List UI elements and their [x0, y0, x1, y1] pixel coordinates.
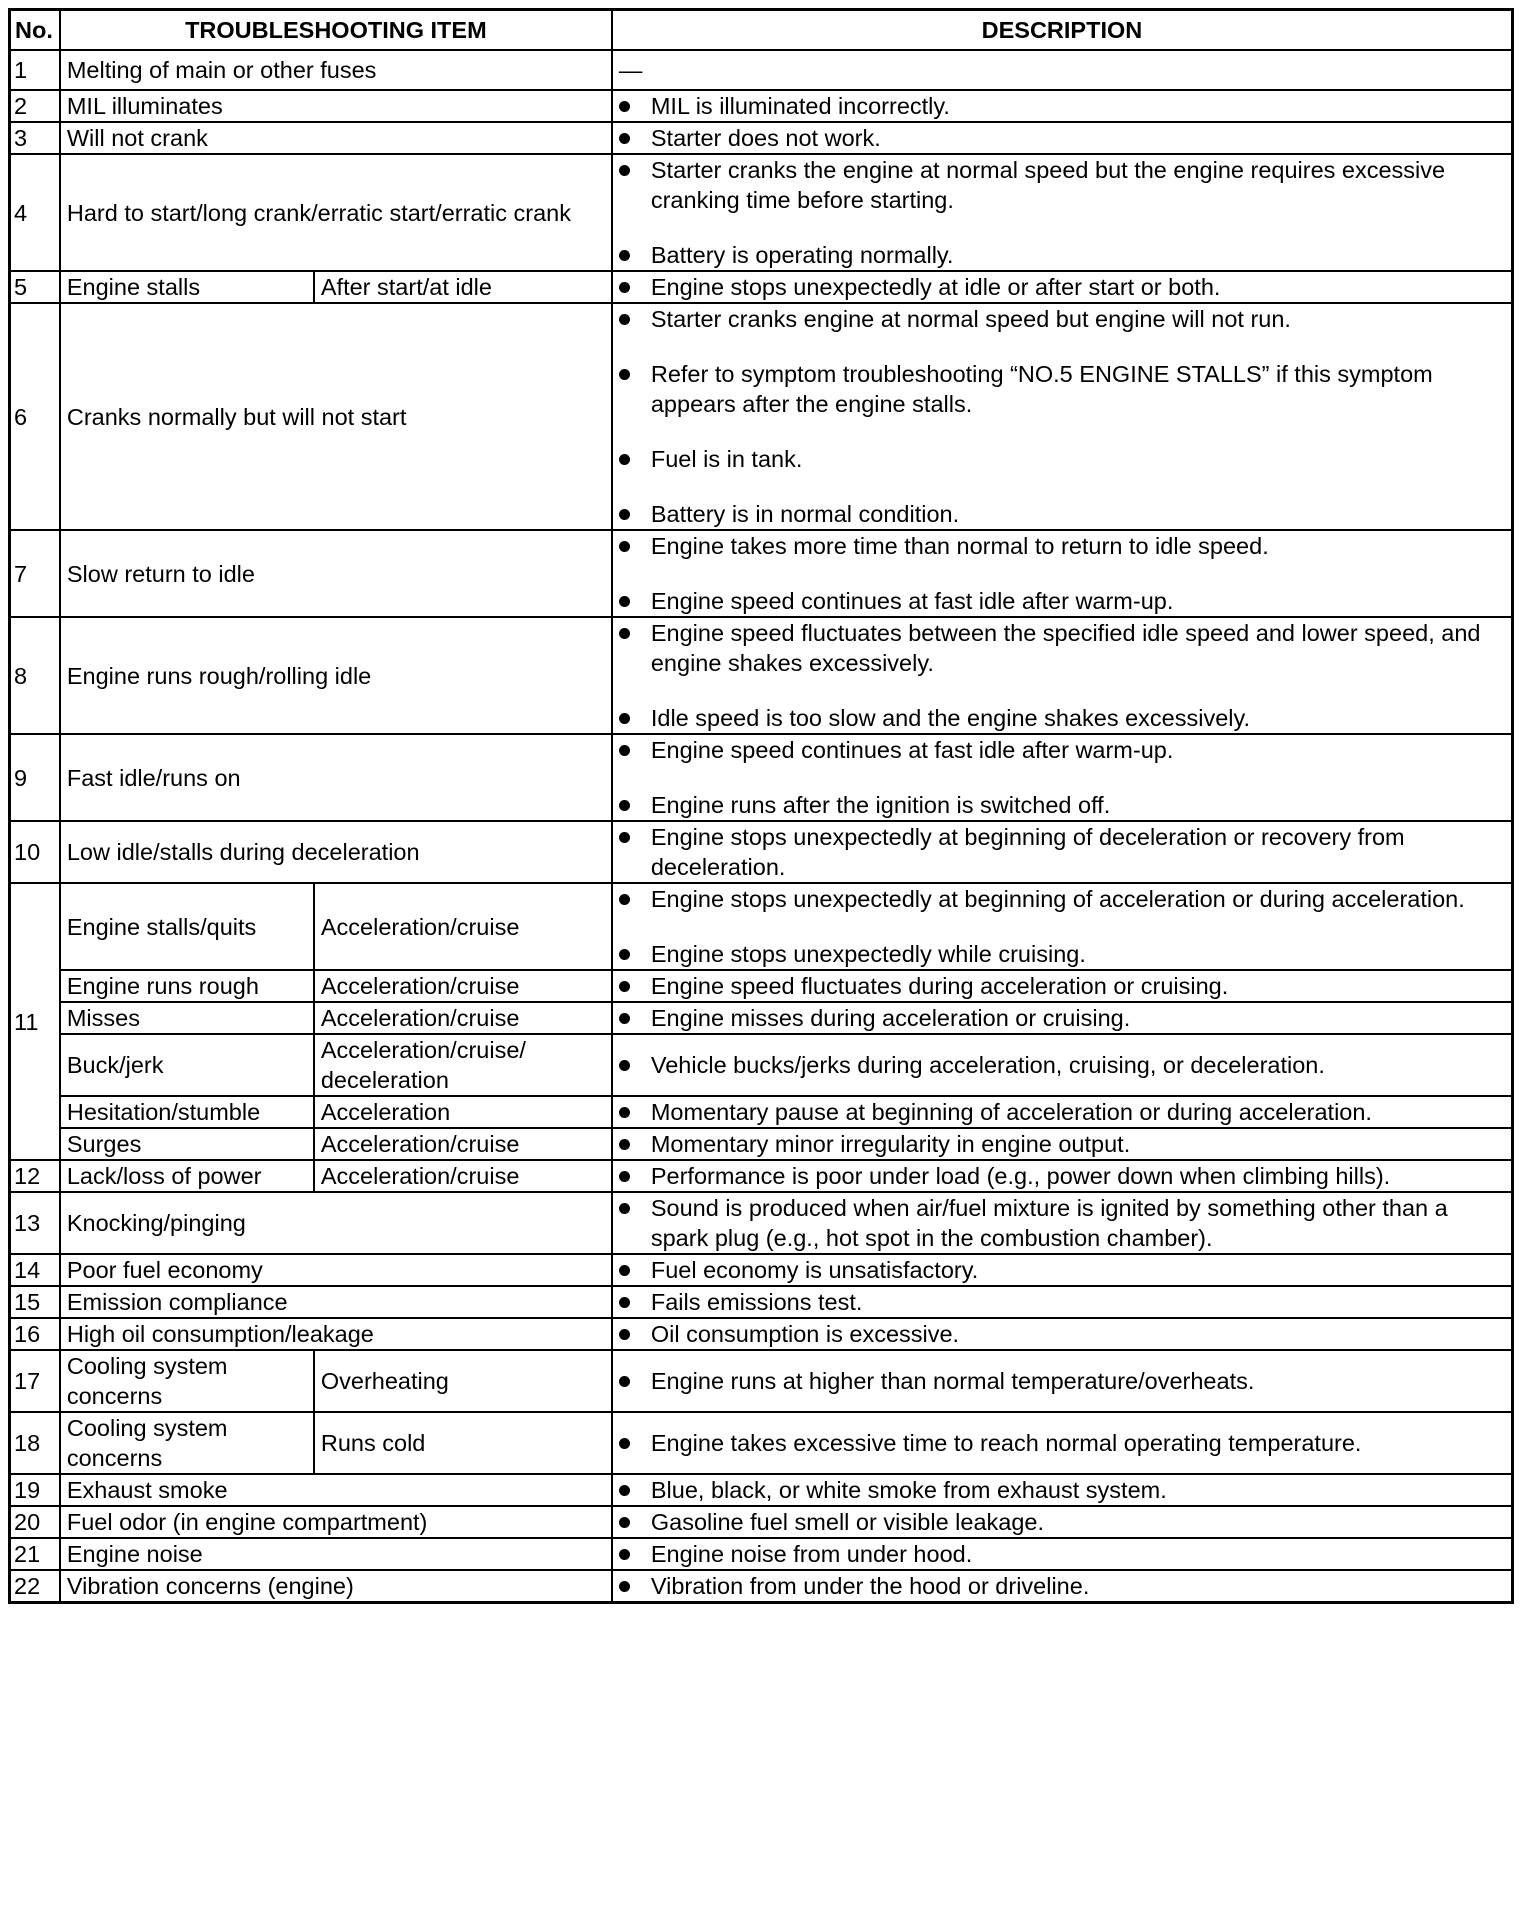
description-cell — [612, 883, 1513, 970]
troubleshooting-item: Fast idle/runs on — [60, 734, 612, 821]
description-bullet: Sound is produced when air/fuel mixture is ignited by something other than a spark plug (e.g., hot spot in the combustion chamber). — [619, 1193, 1505, 1253]
description-list — [619, 884, 1505, 969]
header-no: No. — [10, 10, 60, 51]
condition: Overheating — [314, 1350, 612, 1412]
row-number: 6 — [10, 303, 60, 530]
table-row — [10, 1538, 1513, 1570]
troubleshooting-item: Lack/loss of power — [60, 1160, 314, 1192]
troubleshooting-item: Engine runs rough/rolling idle — [60, 617, 612, 734]
description-cell — [612, 122, 1513, 154]
table-row — [10, 734, 1513, 821]
description-bullet: Idle speed is too slow and the engine shakes excessively. — [619, 703, 1505, 733]
row-number: 5 — [10, 271, 60, 303]
table-row — [10, 1286, 1513, 1318]
description-list — [619, 155, 1505, 270]
table-row — [10, 1570, 1513, 1603]
row-number: 14 — [10, 1254, 60, 1286]
description-cell — [612, 1412, 1513, 1474]
description-bullet: Engine runs after the ignition is switched off. — [619, 790, 1505, 820]
dash-placeholder: — — [618, 57, 643, 83]
description-bullet: Oil consumption is excessive. — [619, 1319, 1505, 1349]
row-number: 4 — [10, 154, 60, 271]
description-list — [619, 1161, 1505, 1191]
condition: Acceleration — [314, 1096, 612, 1128]
troubleshooting-table — [8, 8, 1514, 1604]
description-cell — [612, 1034, 1513, 1096]
description-list — [619, 1129, 1505, 1159]
description-list — [619, 304, 1505, 529]
troubleshooting-item: Exhaust smoke — [60, 1474, 612, 1506]
description-cell — [612, 617, 1513, 734]
condition: Acceleration/cruise — [314, 1128, 612, 1160]
description-cell — [612, 1128, 1513, 1160]
table-row — [10, 1506, 1513, 1538]
description-bullet: Battery is in normal condition. — [619, 499, 1505, 529]
description-bullet: Engine stops unexpectedly while cruising. — [619, 939, 1505, 969]
description-cell — [612, 821, 1513, 883]
description-cell — [612, 734, 1513, 821]
row-number: 15 — [10, 1286, 60, 1318]
description-bullet: Momentary pause at beginning of acceleration or during acceleration. — [619, 1097, 1505, 1127]
row-number: 19 — [10, 1474, 60, 1506]
description-list — [619, 272, 1505, 302]
description-bullet: Fuel is in tank. — [619, 444, 1505, 474]
description-bullet: Blue, black, or white smoke from exhaust system. — [619, 1475, 1505, 1505]
table-row — [10, 90, 1513, 122]
description-bullet: Engine stops unexpectedly at beginning of deceleration or recovery from deceleration. — [619, 822, 1505, 882]
row-number: 20 — [10, 1506, 60, 1538]
description-bullet: Engine noise from under hood. — [619, 1539, 1505, 1569]
table-row — [10, 1002, 1513, 1034]
description-cell — [612, 1160, 1513, 1192]
troubleshooting-item: Poor fuel economy — [60, 1254, 612, 1286]
condition: Acceleration/cruise — [314, 883, 612, 970]
description-bullet: MIL is illuminated incorrectly. — [619, 91, 1505, 121]
description-list — [619, 91, 1505, 121]
table-row — [10, 122, 1513, 154]
row-number: 1 — [10, 50, 60, 90]
description-bullet: Vibration from under the hood or driveline. — [619, 1571, 1505, 1601]
table-row — [10, 303, 1513, 530]
table-row — [10, 1474, 1513, 1506]
description-cell — [612, 1570, 1513, 1603]
troubleshooting-item: Will not crank — [60, 122, 612, 154]
table-row — [10, 1160, 1513, 1192]
description-bullet: Engine stops unexpectedly at idle or after start or both. — [619, 272, 1505, 302]
description-cell — [612, 1538, 1513, 1570]
description-list — [619, 1319, 1505, 1349]
description-list — [619, 1539, 1505, 1569]
description-cell — [612, 1318, 1513, 1350]
description-bullet: Fuel economy is unsatisfactory. — [619, 1255, 1505, 1285]
troubleshooting-item: Hard to start/long crank/erratic start/erratic crank — [60, 154, 612, 271]
condition: Runs cold — [314, 1412, 612, 1474]
description-cell — [612, 1002, 1513, 1034]
row-number: 18 — [10, 1412, 60, 1474]
condition: Acceleration/cruise — [314, 1002, 612, 1034]
table-row — [10, 154, 1513, 271]
description-cell — [612, 50, 1513, 90]
description-bullet: Engine speed continues at fast idle after warm-up. — [619, 735, 1505, 765]
description-list — [619, 1475, 1505, 1505]
description-bullet: Engine speed continues at fast idle after warm-up. — [619, 586, 1505, 616]
table-row — [10, 883, 1513, 970]
description-cell — [612, 1096, 1513, 1128]
description-bullet: Starter cranks the engine at normal speed but the engine requires excessive cranking time before starting. — [619, 155, 1505, 215]
header-description: DESCRIPTION — [612, 10, 1513, 51]
description-cell — [612, 271, 1513, 303]
description-list — [619, 1050, 1505, 1080]
description-cell — [612, 154, 1513, 271]
row-number: 17 — [10, 1350, 60, 1412]
description-list — [619, 1097, 1505, 1127]
table-row — [10, 271, 1513, 303]
row-number: 12 — [10, 1160, 60, 1192]
row-number: 13 — [10, 1192, 60, 1254]
description-bullet: Engine runs at higher than normal temperature/overheats. — [619, 1366, 1505, 1396]
table-row — [10, 530, 1513, 617]
table-row — [10, 1254, 1513, 1286]
condition: Acceleration/cruise — [314, 1160, 612, 1192]
description-bullet: Momentary minor irregularity in engine output. — [619, 1129, 1505, 1159]
row-number: 3 — [10, 122, 60, 154]
table-row — [10, 50, 1513, 90]
row-number: 9 — [10, 734, 60, 821]
table-row — [10, 1096, 1513, 1128]
description-cell — [612, 303, 1513, 530]
description-list — [619, 1366, 1505, 1396]
description-list — [619, 1003, 1505, 1033]
description-cell — [612, 530, 1513, 617]
table-row — [10, 970, 1513, 1002]
description-list — [619, 531, 1505, 616]
description-bullet: Engine misses during acceleration or cruising. — [619, 1003, 1505, 1033]
row-number: 7 — [10, 530, 60, 617]
row-number: 21 — [10, 1538, 60, 1570]
row-number: 16 — [10, 1318, 60, 1350]
table-header — [10, 10, 1513, 51]
troubleshooting-item: Cranks normally but will not start — [60, 303, 612, 530]
description-list — [619, 1428, 1505, 1458]
condition: Acceleration/cruise — [314, 970, 612, 1002]
row-number: 8 — [10, 617, 60, 734]
description-list — [619, 618, 1505, 733]
table-row — [10, 821, 1513, 883]
description-list — [619, 735, 1505, 820]
description-cell — [612, 1192, 1513, 1254]
description-list — [619, 123, 1505, 153]
description-bullet: Engine speed fluctuates during acceleration or cruising. — [619, 971, 1505, 1001]
table-row — [10, 1350, 1513, 1412]
table-row — [10, 1034, 1513, 1096]
row-number: 10 — [10, 821, 60, 883]
troubleshooting-item: Misses — [60, 1002, 314, 1034]
description-bullet: Engine speed fluctuates between the specified idle speed and lower speed, and engine shakes excessively. — [619, 618, 1505, 678]
troubleshooting-item: Cooling system concerns — [60, 1350, 314, 1412]
troubleshooting-item: MIL illuminates — [60, 90, 612, 122]
troubleshooting-item: Slow return to idle — [60, 530, 612, 617]
troubleshooting-item: Fuel odor (in engine compartment) — [60, 1506, 612, 1538]
description-cell — [612, 90, 1513, 122]
row-number: 11 — [10, 883, 60, 1160]
troubleshooting-item: Cooling system concerns — [60, 1412, 314, 1474]
description-bullet: Vehicle bucks/jerks during acceleration, cruising, or deceleration. — [619, 1050, 1505, 1080]
description-list — [619, 1255, 1505, 1285]
description-bullet: Battery is operating normally. — [619, 240, 1505, 270]
table-body — [10, 50, 1513, 1603]
table-row — [10, 1192, 1513, 1254]
description-list — [619, 1193, 1505, 1253]
description-cell — [612, 1286, 1513, 1318]
troubleshooting-item: Engine stalls/quits — [60, 883, 314, 970]
troubleshooting-item: Engine stalls — [60, 271, 314, 303]
table-row — [10, 1318, 1513, 1350]
description-cell — [612, 1350, 1513, 1412]
troubleshooting-item: Emission compliance — [60, 1286, 612, 1318]
troubleshooting-item: Hesitation/stumble — [60, 1096, 314, 1128]
description-bullet: Refer to symptom troubleshooting “NO.5 ENGINE STALLS” if this symptom appears after the engine stalls. — [619, 359, 1505, 419]
condition: Acceleration/cruise/ deceleration — [314, 1034, 612, 1096]
table-row — [10, 1128, 1513, 1160]
troubleshooting-item: Surges — [60, 1128, 314, 1160]
description-list — [619, 1507, 1505, 1537]
troubleshooting-item: High oil consumption/leakage — [60, 1318, 612, 1350]
description-list — [619, 1571, 1505, 1601]
description-cell — [612, 1254, 1513, 1286]
description-list — [619, 1287, 1505, 1317]
description-bullet: Fails emissions test. — [619, 1287, 1505, 1317]
row-number: 22 — [10, 1570, 60, 1603]
description-bullet: Starter cranks engine at normal speed but engine will not run. — [619, 304, 1505, 334]
troubleshooting-item: Buck/jerk — [60, 1034, 314, 1096]
description-bullet: Gasoline fuel smell or visible leakage. — [619, 1507, 1505, 1537]
troubleshooting-item: Vibration concerns (engine) — [60, 1570, 612, 1603]
description-bullet: Engine stops unexpectedly at beginning of acceleration or during acceleration. — [619, 884, 1505, 914]
row-number: 2 — [10, 90, 60, 122]
condition: After start/at idle — [314, 271, 612, 303]
description-list — [619, 822, 1505, 882]
header-troubleshooting-item: TROUBLESHOOTING ITEM — [60, 10, 612, 51]
troubleshooting-item: Low idle/stalls during deceleration — [60, 821, 612, 883]
description-cell — [612, 1474, 1513, 1506]
description-bullet: Engine takes excessive time to reach normal operating temperature. — [619, 1428, 1505, 1458]
troubleshooting-item: Knocking/pinging — [60, 1192, 612, 1254]
table-row — [10, 617, 1513, 734]
troubleshooting-item: Engine runs rough — [60, 970, 314, 1002]
description-list — [619, 971, 1505, 1001]
troubleshooting-item: Engine noise — [60, 1538, 612, 1570]
description-cell — [612, 970, 1513, 1002]
description-bullet: Starter does not work. — [619, 123, 1505, 153]
description-bullet: Performance is poor under load (e.g., power down when climbing hills). — [619, 1161, 1505, 1191]
description-bullet: Engine takes more time than normal to return to idle speed. — [619, 531, 1505, 561]
troubleshooting-item: Melting of main or other fuses — [60, 50, 612, 90]
description-cell — [612, 1506, 1513, 1538]
table-row — [10, 1412, 1513, 1474]
